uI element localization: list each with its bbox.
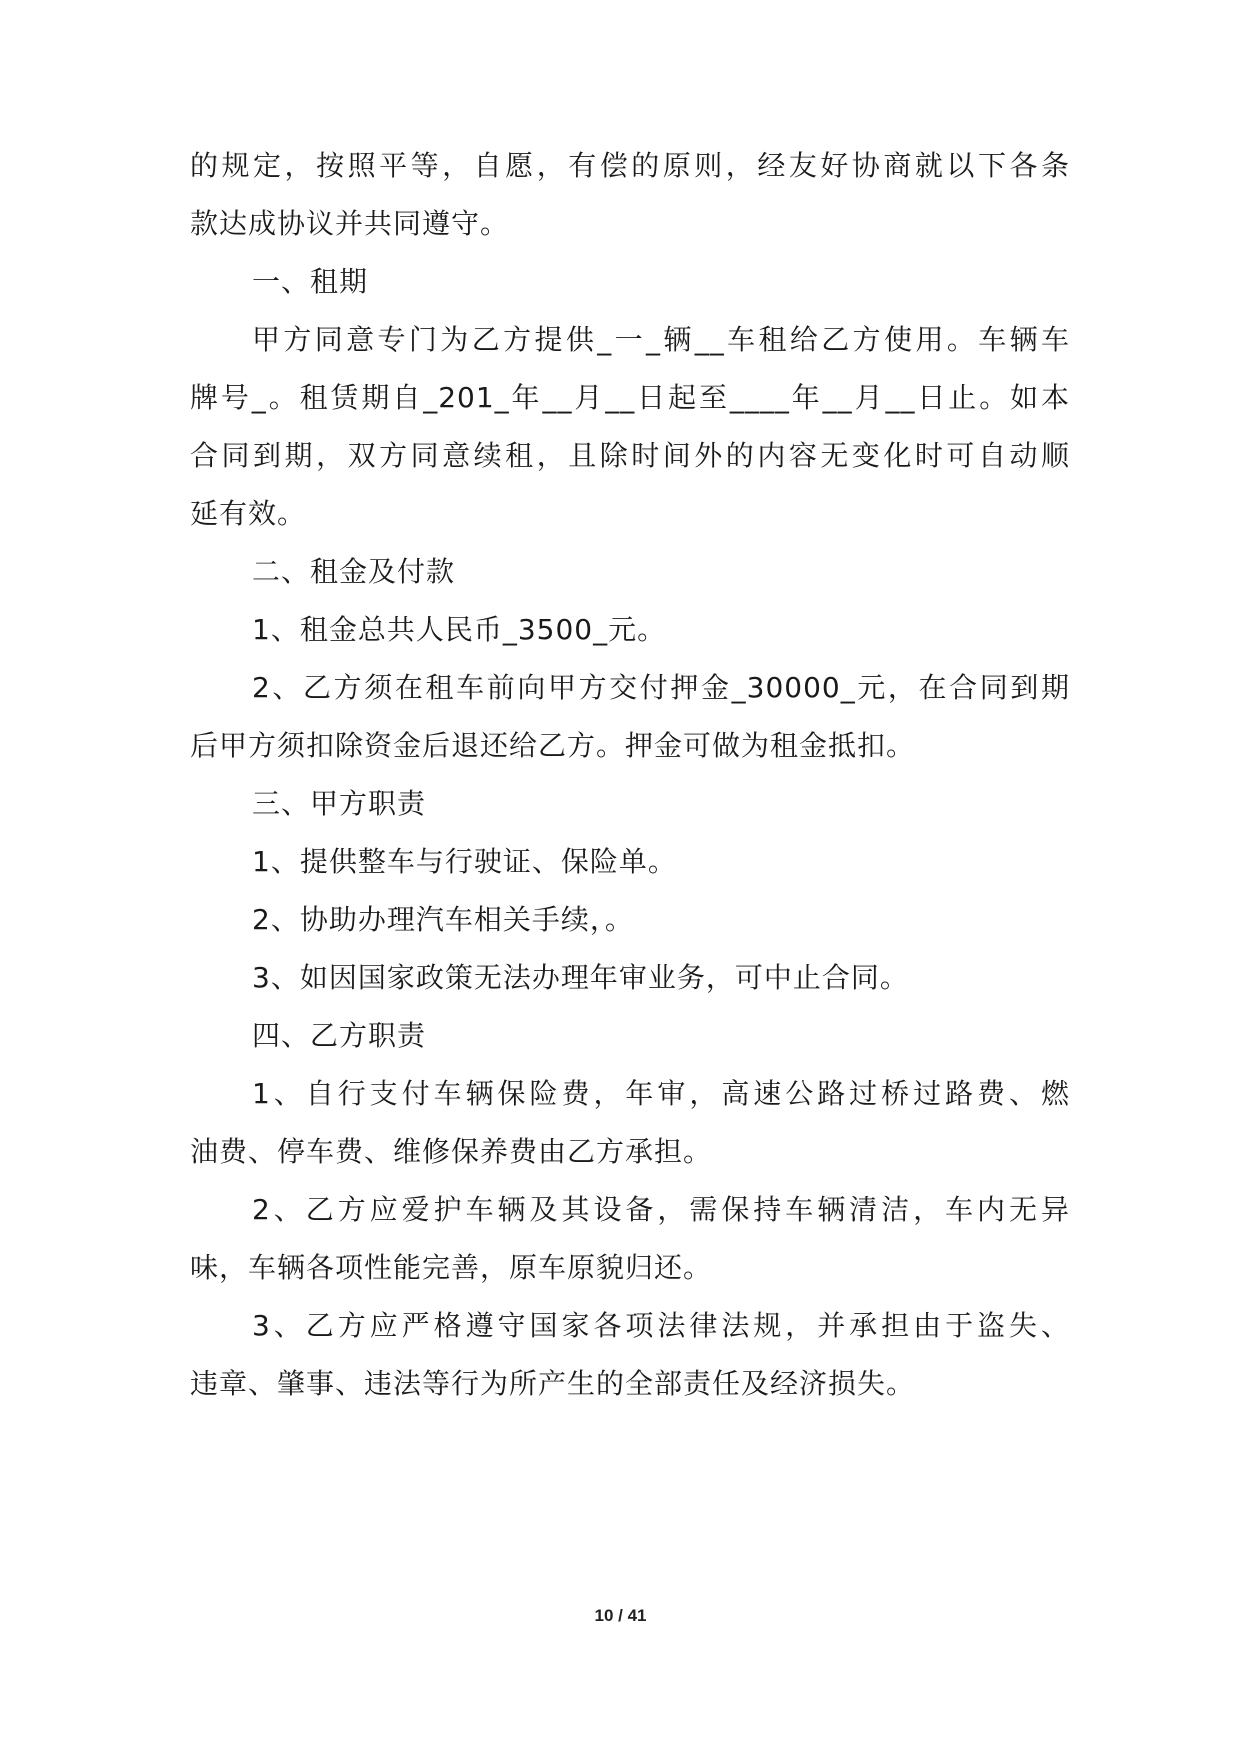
text-line: 后甲方须扣除资金后退还给乙方。押金可做为租金抵扣。 xyxy=(190,729,916,762)
section-heading: 三、甲方职责 xyxy=(252,787,427,820)
text-line: 违章、肇事、违法等行为所产生的全部责任及经济损失。 xyxy=(190,1367,916,1400)
text-line: 延有效。 xyxy=(190,497,307,530)
text-line: 2、协助办理汽车相关手续，。 xyxy=(252,903,634,936)
section-heading: 四、乙方职责 xyxy=(252,1019,427,1052)
page-number: 10 / 41 xyxy=(594,1606,647,1625)
text-line: 味，车辆各项性能完善，原车原貌归还。 xyxy=(190,1251,713,1284)
text-line: 油费、停车费、维修保养费由乙方承担。 xyxy=(190,1135,713,1168)
text-line: 的规定，按照平等，自愿，有偿的原则，经友好协商就以下各条 xyxy=(190,149,1070,182)
section-heading: 二、租金及付款 xyxy=(252,555,456,588)
text-line: 款达成协议并共同遵守。 xyxy=(190,207,510,240)
text-line: 合同到期，双方同意续租，且除时间外的内容无变化时可自动顺 xyxy=(190,439,1070,472)
text-line: 2、乙方须在租车前向甲方交付押金_30000_元，在合同到期 xyxy=(252,671,1070,704)
text-line: 3、如因国家政策无法办理年审业务，可中止合同。 xyxy=(252,961,909,994)
text-line: 甲方同意专门为乙方提供_一_辆__车租给乙方使用。车辆车 xyxy=(252,323,1070,356)
text-line: 3、乙方应严格遵守国家各项法律法规，并承担由于盗失、 xyxy=(252,1309,1070,1342)
text-line: 1、提供整车与行驶证、保险单。 xyxy=(252,845,677,878)
text-line: 1、自行支付车辆保险费，年审，高速公路过桥过路费、燃 xyxy=(252,1077,1070,1110)
section-heading: 一、租期 xyxy=(252,265,369,298)
text-line: 2、乙方应爱护车辆及其设备，需保持车辆清洁，车内无异 xyxy=(252,1193,1070,1226)
text-line: 1、租金总共人民币_3500_元。 xyxy=(252,613,667,646)
text-line: 牌号_。租赁期自_201_年__月__日起至____年__月__日止。如本 xyxy=(190,381,1070,414)
